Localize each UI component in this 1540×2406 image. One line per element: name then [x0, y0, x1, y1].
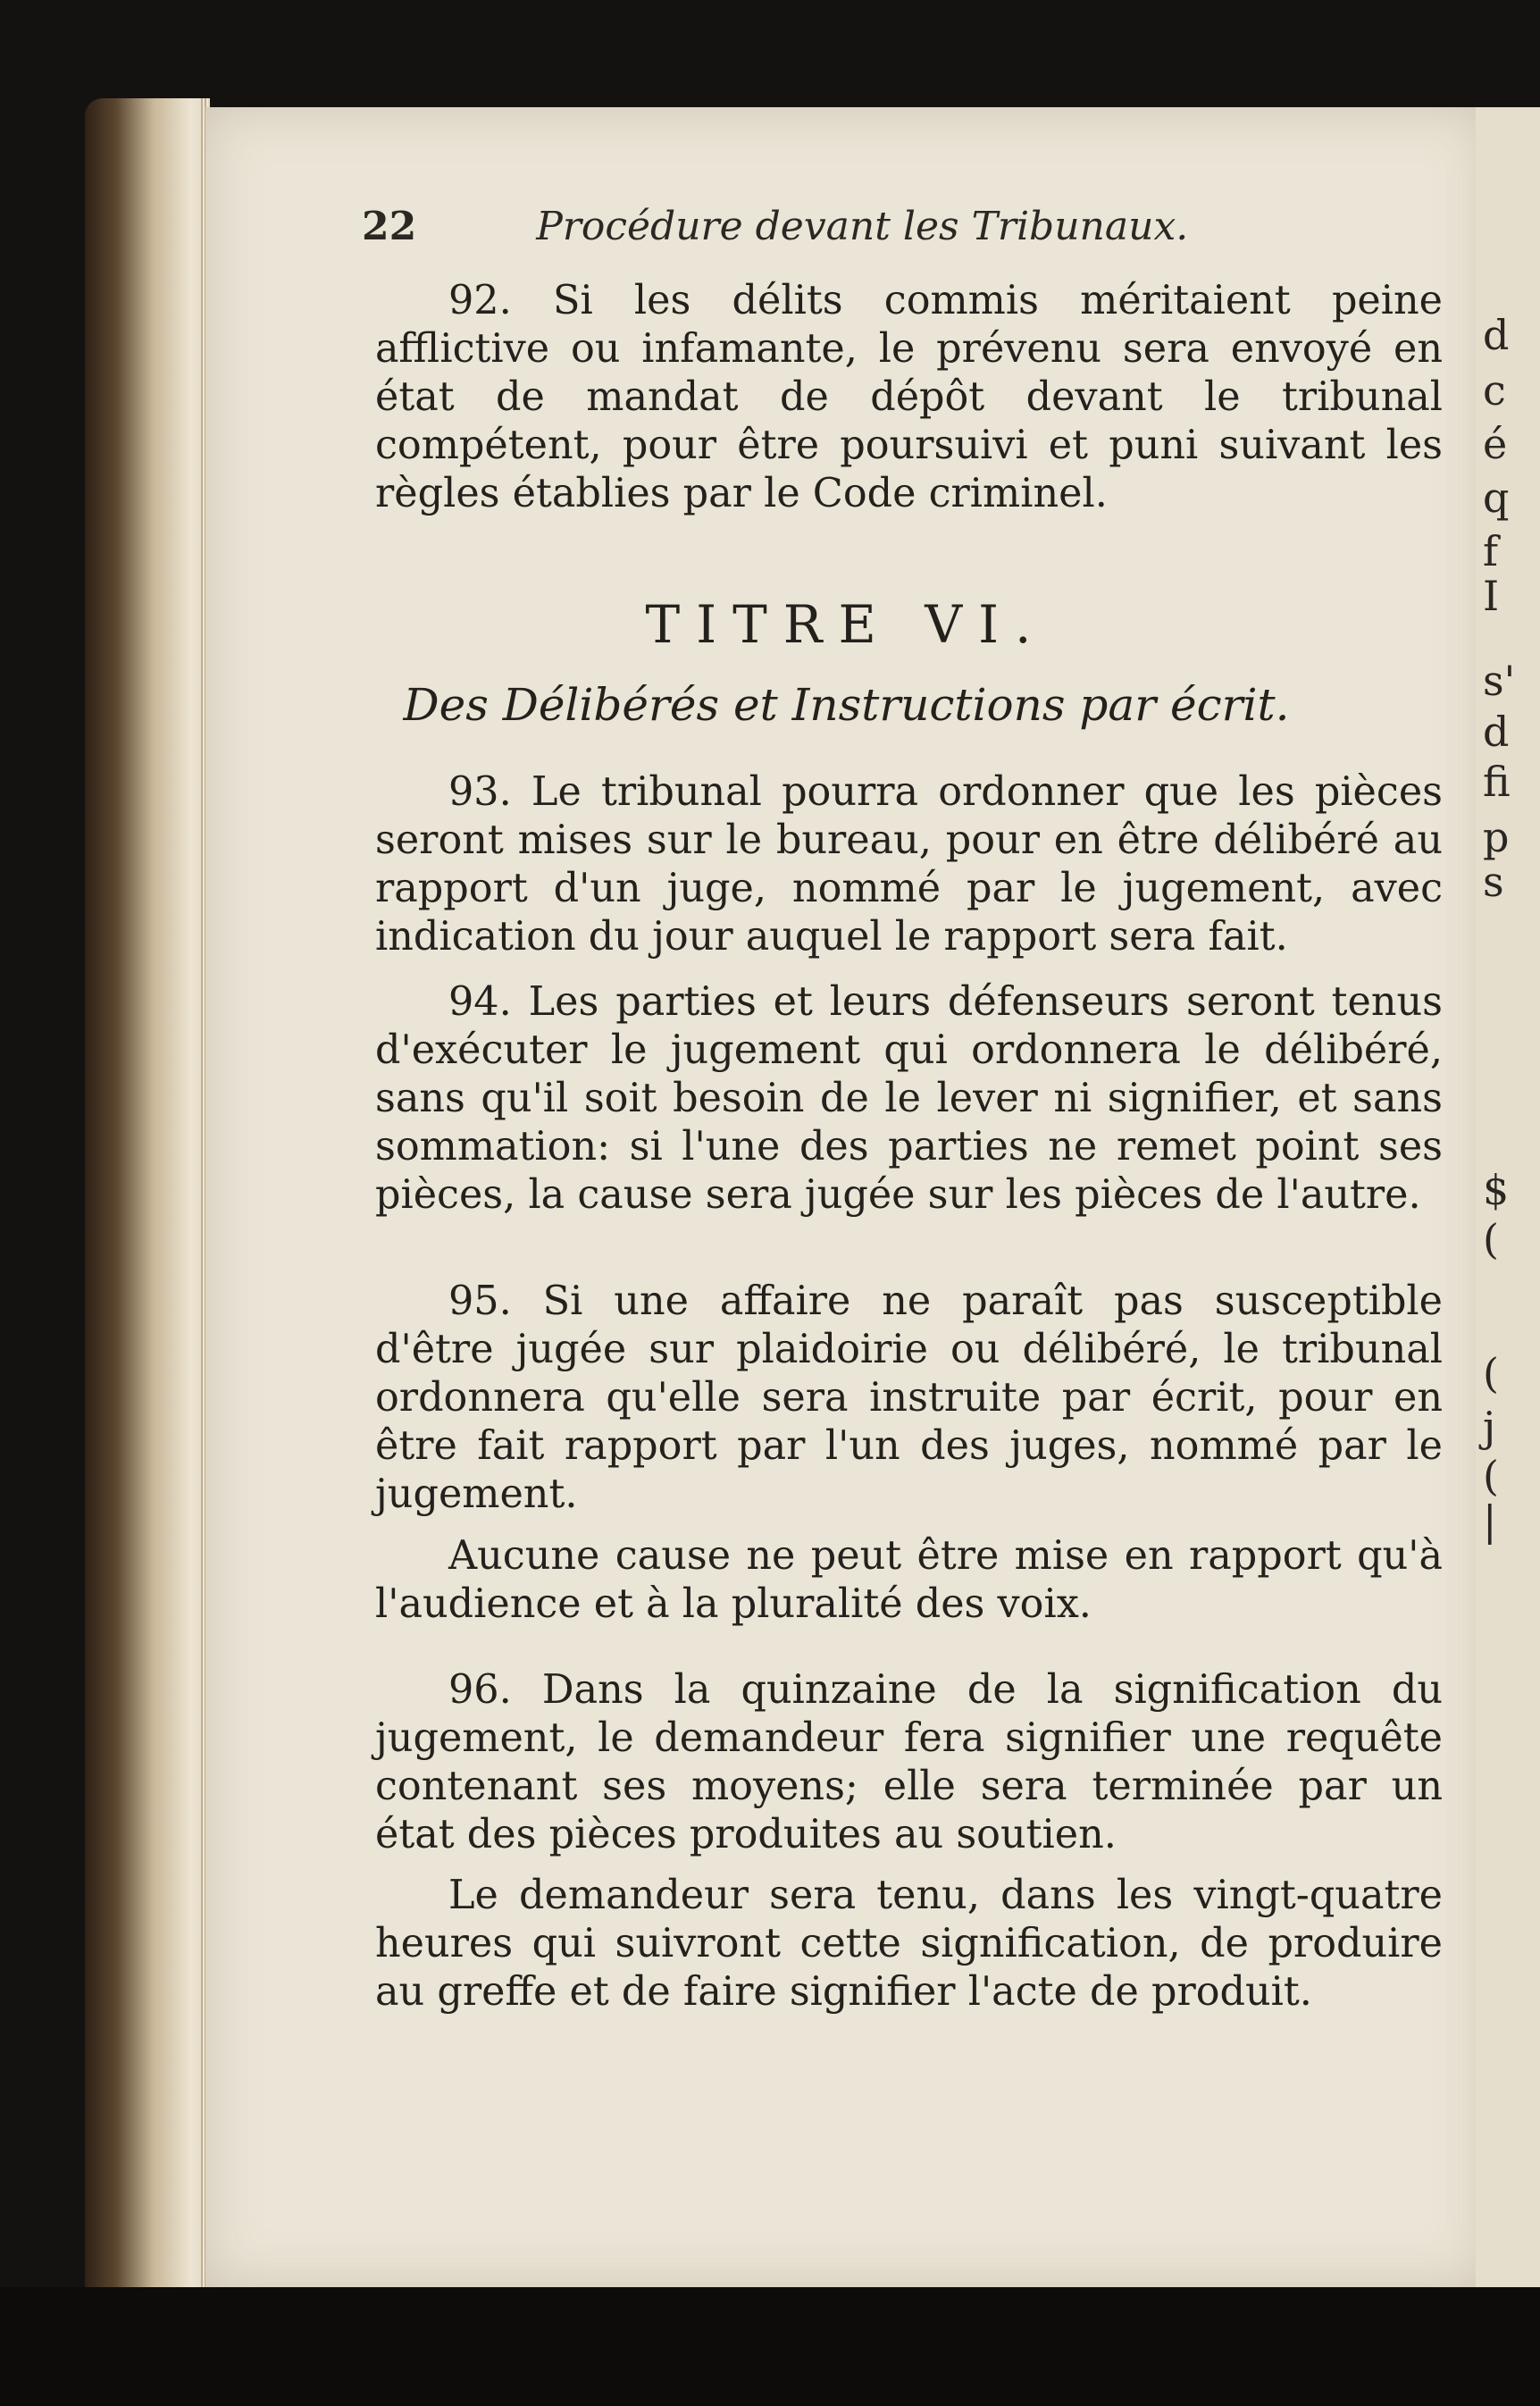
paragraph-96: 96. Dans la quinzaine de la signification du jugement, le demandeur fera signifier une requête contenant ses moyens; elle sera terminée par un état des pièces produites au soutien.	[375, 1667, 1443, 1857]
facing-fragment: f	[1483, 527, 1499, 575]
facing-fragment: $	[1483, 1166, 1510, 1214]
facing-fragment: p	[1483, 813, 1510, 861]
running-title: Procédure devant les Tribunaux.	[536, 204, 1189, 249]
facing-fragment: d	[1483, 708, 1510, 756]
page-number: 22	[362, 204, 417, 249]
facing-page-edge	[1476, 107, 1540, 2287]
facing-fragment: (	[1483, 1349, 1499, 1397]
paragraph-93: 93. Le tribunal pourra ordonner que les pièces seront mises sur le bureau, pour en être délibéré au rapport d'un juge, nommé par le jugement, avec indication du jour auquel le rapport sera fait.	[375, 769, 1443, 960]
paragraph-96-continued: Le demandeur sera tenu, dans les vingt-quatre heures qui suivront cette signification, de produire au greffe et de faire signifier l'acte de produit.	[375, 1873, 1443, 2015]
section-title: TITRE VI.	[645, 594, 1048, 655]
background-shadow	[0, 2287, 1540, 2406]
facing-fragment: fi	[1483, 758, 1511, 806]
paragraph-95-continued: Aucune cause ne peut être mise en rapport qu'à l'audience et à la pluralité des voix.	[375, 1533, 1443, 1627]
facing-fragment: (	[1483, 1452, 1499, 1500]
paragraph-94: 94. Les parties et leurs défenseurs seront tenus d'exécuter le jugement qui ordonnera le délibéré, sans qu'il soit besoin de le lever ni signifier, et sans sommation: si l'une des parties ne remet point ses pièces, la cause sera jugée sur les pièces de l'autre.	[375, 979, 1443, 1218]
book-left-edge	[85, 98, 210, 2305]
section-subtitle: Des Délibérés et Instructions par écrit.	[403, 679, 1290, 731]
facing-fragment: d	[1483, 311, 1510, 359]
facing-fragment: |	[1483, 1496, 1497, 1545]
paragraph-92: 92. Si les délits commis méritaient peine afflictive ou infamante, le prévenu sera envoyé en état de mandat de dépôt devant le tribunal compétent, pour être poursuivi et puni suivant les règles établies par le Code criminel.	[375, 278, 1443, 516]
facing-fragment: c	[1483, 366, 1506, 415]
book-page	[205, 107, 1487, 2287]
facing-fragment: (	[1483, 1215, 1499, 1263]
running-header	[362, 204, 1434, 249]
facing-fragment: q	[1483, 474, 1510, 522]
facing-fragment: s	[1483, 858, 1504, 906]
facing-fragment: j	[1483, 1403, 1496, 1451]
paragraph-95: 95. Si une affaire ne paraît pas susceptible d'être jugée sur plaidoirie ou délibéré, le tribunal ordonnera qu'elle sera instruite par écrit, pour en être fait rapport par l'un des juges, nommé par le jugement.	[375, 1278, 1443, 1517]
facing-fragment: é	[1483, 420, 1508, 468]
facing-fragment: s'	[1483, 657, 1516, 705]
facing-fragment: I	[1483, 572, 1500, 620]
